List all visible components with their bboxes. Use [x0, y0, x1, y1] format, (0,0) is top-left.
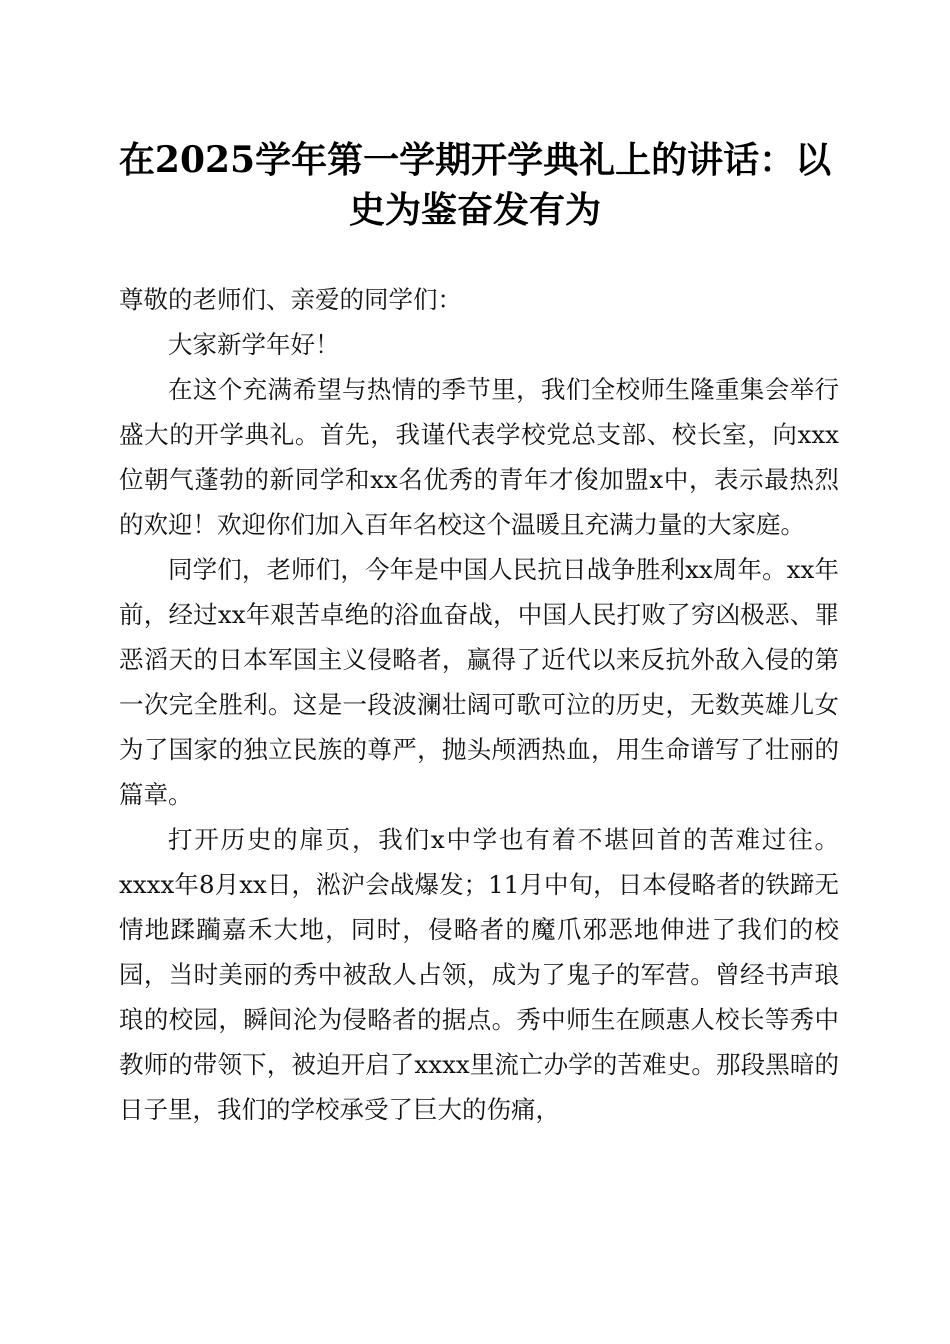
paragraph-school-history: 打开历史的扉页，我们x中学也有着不堪回首的苦难过往。xxxx年8月xx日，淞沪会战爆发；11月中旬，日本侵略者的铁蹄无情地蹂躏嘉禾大地，同时，侵略者的魔爪邪恶地伸进了我们的校园，当时美丽的秀中被敌人占领，成为了鬼子的军营。曾经书声琅琅的校园，瞬间沦为侵略者的据点。秀中师生在顾惠人校长等秀中教师的带领下，被迫开启了xxxx里流亡办学的苦难史。那段黑暗的日子里，我们的学校承受了巨大的伤痛， [119, 825, 839, 1124]
paragraph-history: 同学们，老师们，今年是中国人民抗日战争胜利xx周年。xx年前，经过xx年艰苦卓绝的浴血奋战，中国人民打败了穷凶极恶、罪恶滔天的日本军国主义侵略者，赢得了近代以来反抗外敌入侵的第一次完全胜利。这是一段波澜壮阔可歌可泣的历史，无数英雄儿女为了国家的独立民族的尊严，抛头颅洒热血，用生命谱写了壮丽的篇章。 [119, 555, 839, 809]
document-title: 在2025学年第一学期开学典礼上的讲话：以史为鉴奋发有为 [118, 139, 832, 231]
document-body [119, 277, 839, 1132]
salutation: 尊敬的老师们、亲爱的同学们： [119, 285, 462, 314]
paragraph-welcome: 在这个充满希望与热情的季节里，我们全校师生隆重集会举行盛大的开学典礼。首先，我谨代表学校党总支部、校长室，向xxx位朝气蓬勃的新同学和xx名优秀的青年才俊加盟x中，表示最热烈的欢迎！欢迎你们加入百年名校这个温暖且充满力量的大家庭。 [119, 375, 839, 539]
paragraph-greeting: 大家新学年好！ [168, 330, 340, 359]
